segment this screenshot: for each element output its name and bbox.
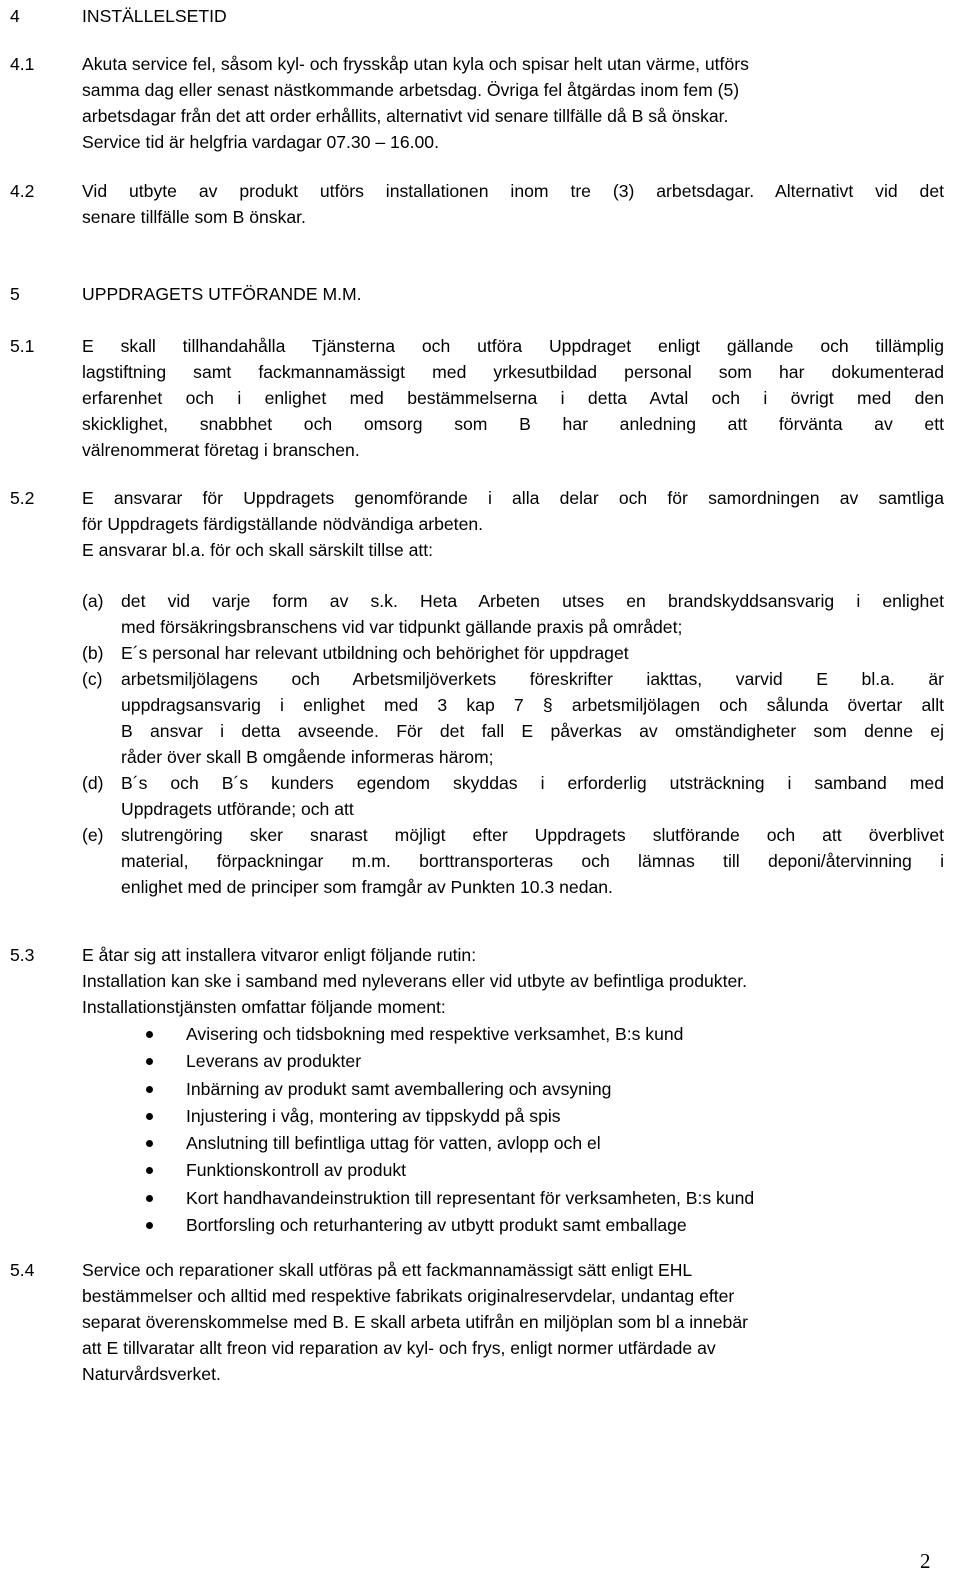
text-line: välrenommerat företag i branschen. bbox=[82, 440, 360, 460]
bullet-text: Funktionskontroll av produkt bbox=[186, 1160, 407, 1181]
page-number: 2 bbox=[920, 1549, 931, 1573]
text-line: material, förpackningar m.m. borttransporteras och lämnas till deponi/återvinning i bbox=[121, 851, 944, 871]
section-number: 5 bbox=[10, 284, 20, 304]
bullet-list bbox=[146, 1021, 936, 1239]
bullet-item bbox=[146, 1185, 936, 1212]
paragraph-number: 4.2 bbox=[10, 181, 35, 201]
section-title: UPPDRAGETS UTFÖRANDE M.M. bbox=[82, 284, 362, 304]
bullet-icon bbox=[146, 1195, 153, 1202]
text-line: det vid varje form av s.k. Heta Arbeten utses en brandskyddsansvarig i enlighet bbox=[121, 591, 944, 611]
text-line: Uppdragets utförande; och att bbox=[121, 799, 354, 819]
paragraph-text bbox=[82, 485, 944, 563]
text-line: med försäkringsbranschens vid var tidpunkt gällande praxis på området; bbox=[121, 617, 683, 637]
text-line: slutrengöring sker snarast möjligt efter Uppdragets slutförande och att överblivet bbox=[121, 825, 944, 845]
text-line: separat överenskommelse med B. E skall arbeta utifrån en miljöplan som bl a innebär bbox=[82, 1312, 748, 1332]
text-line: E´s personal har relevant utbildning och behörighet för uppdraget bbox=[121, 643, 629, 663]
text-line: bestämmelser och alltid med respektive fabrikats originalreservdelar, undantag efter bbox=[82, 1286, 735, 1306]
list-item bbox=[82, 666, 944, 770]
text-line: för Uppdragets färdigställande nödvändiga arbeten. bbox=[82, 514, 484, 534]
bullet-item bbox=[146, 1048, 936, 1075]
text-line: lagstiftning samt fackmannamässigt med yrkesutbildad personal som har dokumenterad bbox=[82, 362, 944, 382]
paragraph-number: 5.2 bbox=[10, 488, 35, 508]
text-line: E åtar sig att installera vitvaror enligt följande rutin: bbox=[82, 945, 477, 965]
bullet-text: Inbärning av produkt samt avemballering och avsyning bbox=[186, 1078, 612, 1099]
text-line: Installationstjänsten omfattar följande moment: bbox=[82, 997, 446, 1017]
section-title: INSTÄLLELSETID bbox=[82, 6, 227, 26]
text-line: uppdragsansvarig i enlighet med 3 kap 7 § arbetsmiljölagen och sålunda övertar allt bbox=[121, 695, 944, 715]
bullet-text: Avisering och tidsbokning med respektive verksamhet, B:s kund bbox=[186, 1024, 684, 1044]
bullet-text: Injustering i våg, montering av tippskydd på spis bbox=[186, 1105, 561, 1126]
text-line: att E tillvaratar allt freon vid reparation av kyl- och frys, enligt normer utfärdade av bbox=[82, 1338, 716, 1358]
paragraph-number: 5.4 bbox=[10, 1260, 35, 1280]
bullet-icon bbox=[146, 1222, 153, 1229]
paragraph-text bbox=[82, 942, 944, 1020]
text-line: arbetsdagar från det att order erhållits, alternativt vid senare tillfälle då B så önskar. bbox=[82, 106, 729, 126]
text-line: erfarenhet och i enlighet med bestämmelserna i detta Avtal och i övrigt med den bbox=[82, 388, 944, 408]
list-item bbox=[82, 588, 944, 640]
item-label: (c) bbox=[82, 669, 103, 689]
item-label: (a) bbox=[82, 591, 104, 611]
paragraph-number: 4.1 bbox=[10, 54, 35, 74]
bullet-icon bbox=[146, 1113, 153, 1120]
text-line: Service och reparationer skall utföras på ett fackmannamässigt sätt enligt EHL bbox=[82, 1260, 693, 1280]
paragraph-number: 5.1 bbox=[10, 336, 35, 356]
bullet-item bbox=[146, 1076, 936, 1103]
text-line: Installation kan ske i samband med nyleverans eller vid utbyte av befintliga produkter. bbox=[82, 971, 748, 991]
text-line: råder över skall B omgående informeras härom; bbox=[121, 747, 494, 767]
bullet-icon bbox=[146, 1167, 153, 1174]
bullet-icon bbox=[146, 1058, 153, 1065]
bullet-item bbox=[146, 1130, 936, 1157]
list-item bbox=[82, 770, 944, 822]
paragraph-text bbox=[82, 1257, 944, 1387]
text-line: E skall tillhandahålla Tjänsterna och utföra Uppdraget enligt gällande och tillämplig bbox=[82, 336, 944, 356]
text-line: skicklighet, snabbhet och omsorg som B har anledning att förvänta av ett bbox=[82, 414, 944, 434]
bullet-icon bbox=[146, 1031, 153, 1038]
text-line: Naturvårdsverket. bbox=[82, 1364, 221, 1384]
text-line: B ansvar i detta avseende. För det fall E påverkas av omständigheter som denne ej bbox=[121, 721, 944, 741]
item-label: (d) bbox=[82, 773, 104, 793]
bullet-item bbox=[146, 1157, 936, 1184]
bullet-item bbox=[146, 1021, 936, 1048]
text-line: E ansvarar för Uppdragets genomförande i alla delar och för samordningen av samtliga bbox=[82, 488, 944, 508]
text-line: B´s och B´s kunders egendom skyddas i erforderlig utsträckning i samband med bbox=[121, 773, 944, 793]
text-line: samma dag eller senast nästkommande arbetsdag. Övriga fel åtgärdas inom fem (5) bbox=[82, 80, 740, 100]
paragraph-number: 5.3 bbox=[10, 945, 35, 965]
text-line: senare tillfälle som B önskar. bbox=[82, 207, 306, 227]
bullet-text: Kort handhavandeinstruktion till representant för verksamheten, B:s kund bbox=[186, 1187, 755, 1208]
bullet-icon bbox=[146, 1086, 153, 1093]
bullet-text: Bortforsling och returhantering av utbytt produkt samt emballage bbox=[186, 1215, 687, 1236]
item-label: (e) bbox=[82, 825, 104, 845]
section-number: 4 bbox=[10, 6, 20, 26]
list-item bbox=[82, 640, 944, 666]
paragraph-text bbox=[82, 178, 944, 230]
text-line: Service tid är helgfria vardagar 07.30 – 16.00. bbox=[82, 132, 439, 152]
text-line: Akuta service fel, såsom kyl- och frysskåp utan kyla och spisar helt utan värme, utförs bbox=[82, 54, 749, 74]
bullet-text: Leverans av produkter bbox=[186, 1051, 362, 1072]
paragraph-text bbox=[82, 333, 944, 463]
text-line: arbetsmiljölagens och Arbetsmiljöverkets föreskrifter iakttas, varvid E bl.a. är bbox=[121, 669, 944, 689]
text-line: enlighet med de principer som framgår av Punkten 10.3 nedan. bbox=[121, 877, 613, 897]
item-label: (b) bbox=[82, 643, 104, 663]
text-line: E ansvarar bl.a. för och skall särskilt tillse att: bbox=[82, 540, 434, 560]
bullet-text: Anslutning till befintliga uttag för vatten, avlopp och el bbox=[186, 1133, 601, 1154]
bullet-item bbox=[146, 1103, 936, 1130]
bullet-icon bbox=[146, 1140, 153, 1147]
list-item bbox=[82, 822, 944, 900]
bullet-item bbox=[146, 1212, 936, 1239]
obligation-list bbox=[82, 588, 944, 900]
paragraph-text bbox=[82, 51, 944, 155]
text-line: Vid utbyte av produkt utförs installationen inom tre (3) arbetsdagar. Alternativt vid det bbox=[82, 181, 944, 201]
